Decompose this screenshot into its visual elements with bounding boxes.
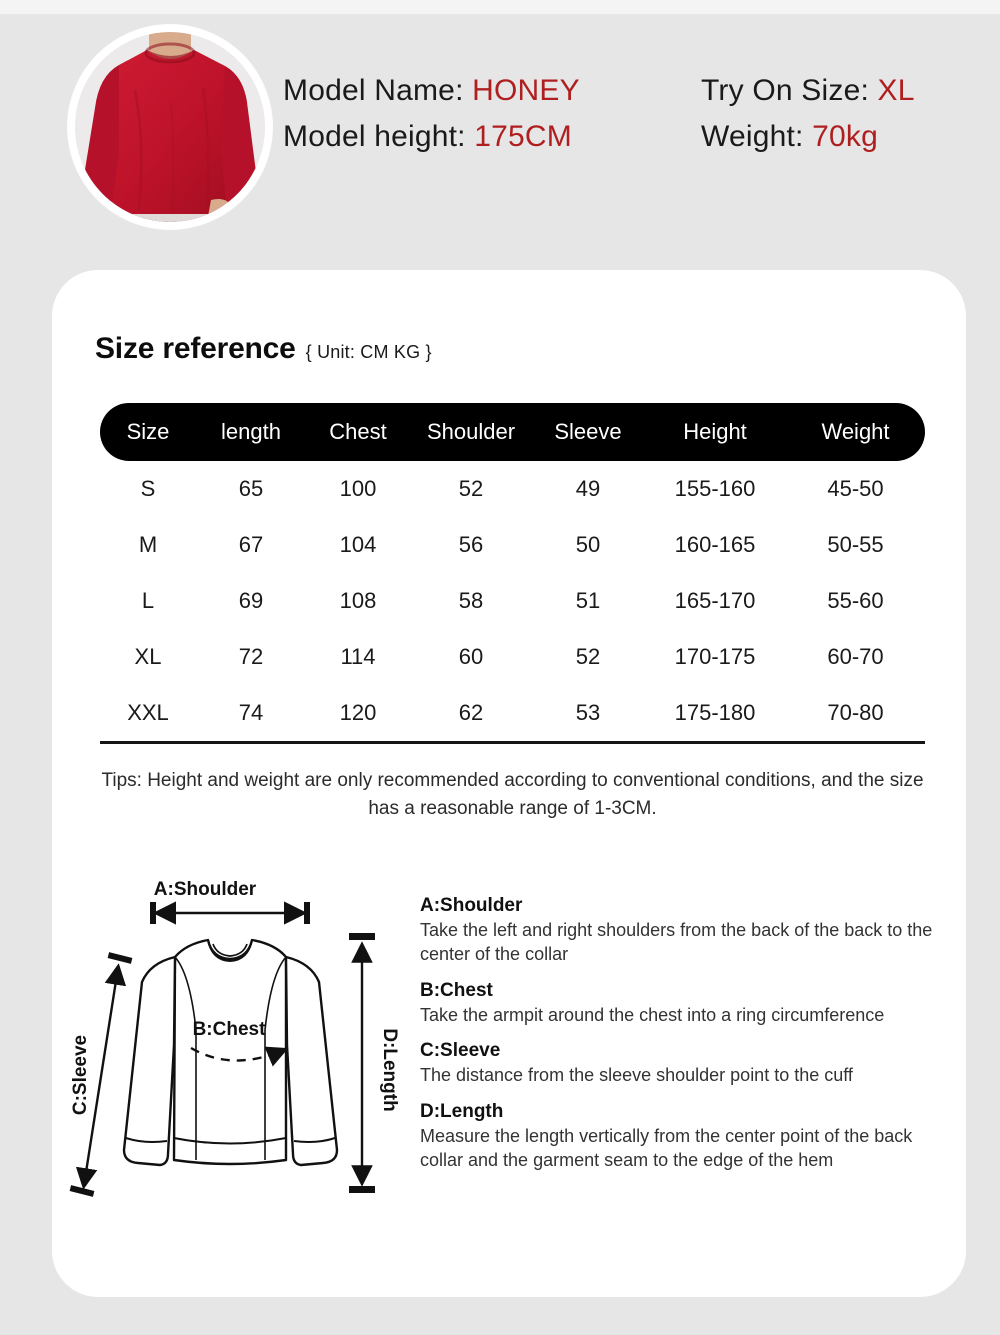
cell-shoulder: 62 xyxy=(458,700,484,725)
measurement-item-length xyxy=(420,1101,960,1173)
measurement-title-sleeve: C:Sleeve xyxy=(420,1040,501,1062)
table-row xyxy=(100,685,925,741)
cell-length: 74 xyxy=(238,700,264,725)
model-name-value: HONEY xyxy=(472,74,580,107)
diagram-label-sleeve: C:Sleeve xyxy=(70,1034,91,1116)
cell-weight: 55-60 xyxy=(827,588,884,613)
try-on-size xyxy=(701,74,981,108)
table-body xyxy=(100,461,925,741)
cell-chest: 120 xyxy=(339,700,377,725)
cell-size: S xyxy=(140,476,156,501)
cell-size: M xyxy=(138,532,158,557)
table-row xyxy=(100,461,925,517)
try-on-size-value: XL xyxy=(877,74,915,107)
column-header-length: length xyxy=(221,419,281,444)
cell-shoulder: 56 xyxy=(458,532,484,557)
column-header-weight: Weight xyxy=(821,419,890,444)
measurement-body-shoulder: Take the left and right shoulders from the back of the back to the center of the collar xyxy=(420,920,933,964)
cell-height: 175-180 xyxy=(674,700,756,725)
cell-weight: 60-70 xyxy=(827,644,884,669)
table-row xyxy=(100,517,925,573)
model-weight-value: 70kg xyxy=(812,120,878,153)
column-header-size: Size xyxy=(126,419,170,444)
model-name xyxy=(283,74,701,108)
section-title-unit: { Unit: CM KG } xyxy=(305,342,432,362)
model-height-label: Model height: xyxy=(283,120,466,153)
cell-size: L xyxy=(141,588,155,613)
cell-size: XXL xyxy=(127,700,169,725)
cell-weight: 45-50 xyxy=(827,476,884,501)
cell-weight: 50-55 xyxy=(827,532,884,557)
model-weight-label: Weight: xyxy=(701,120,804,153)
cell-height: 170-175 xyxy=(674,644,756,669)
cell-sleeve: 50 xyxy=(575,532,601,557)
model-photo-image xyxy=(75,32,265,222)
cell-height: 165-170 xyxy=(674,588,756,613)
cell-length: 72 xyxy=(238,644,264,669)
table-row xyxy=(100,573,925,629)
diagram-label-chest: B:Chest xyxy=(192,1019,266,1040)
cell-chest: 100 xyxy=(339,476,377,501)
cell-chest: 114 xyxy=(340,644,376,669)
measurement-item-shoulder xyxy=(420,895,960,967)
diagram-label-length: D:Length xyxy=(379,1028,400,1112)
section-title xyxy=(95,332,432,366)
size-reference-card xyxy=(52,270,966,1297)
column-header-shoulder: Shoulder xyxy=(426,419,516,444)
model-name-label: Model Name: xyxy=(283,74,464,107)
cell-sleeve: 51 xyxy=(575,588,601,613)
cell-sleeve: 53 xyxy=(575,700,601,725)
model-info-block xyxy=(283,74,983,166)
size-table-element xyxy=(100,403,925,741)
try-on-size-label: Try On Size: xyxy=(701,74,869,107)
column-header-height: Height xyxy=(683,419,747,444)
table-head xyxy=(100,403,925,461)
model-info-row-2 xyxy=(283,120,983,154)
cell-shoulder: 58 xyxy=(458,588,484,613)
cell-size: XL xyxy=(134,644,162,669)
measurement-title-shoulder: A:Shoulder xyxy=(420,895,523,916)
cell-shoulder: 52 xyxy=(458,476,484,501)
measurement-title-chest: B:Chest xyxy=(420,979,493,1001)
table-header-row xyxy=(100,403,925,461)
measurement-guide xyxy=(52,870,966,1250)
measurement-descriptions xyxy=(420,895,960,1186)
measurement-body-chest: Take the armpit around the chest into a ring circumference xyxy=(420,1004,885,1025)
model-height xyxy=(283,120,701,154)
cell-height: 155-160 xyxy=(674,476,756,501)
table-row xyxy=(100,629,925,685)
header-banner xyxy=(0,14,1000,270)
model-photo xyxy=(68,25,272,229)
measurement-title-length: D:Length xyxy=(420,1101,504,1122)
size-tips-text: Tips: Height and weight are only recommended according to conventional conditions, and the size has a reasonable range of 1-3CM. xyxy=(101,770,924,819)
size-table xyxy=(100,403,925,741)
cell-height: 160-165 xyxy=(674,532,756,557)
table-bottom-rule xyxy=(100,741,925,744)
garment-diagram-svg xyxy=(62,870,432,1240)
cell-chest: 104 xyxy=(339,532,377,557)
top-strip xyxy=(0,0,1000,14)
cell-weight: 70-80 xyxy=(827,700,884,725)
cell-sleeve: 49 xyxy=(575,476,601,501)
cell-length: 67 xyxy=(238,532,264,557)
measurement-item-sleeve xyxy=(420,1040,960,1088)
cell-length: 69 xyxy=(238,588,264,613)
measurement-item-chest xyxy=(420,980,960,1028)
column-header-sleeve: Sleeve xyxy=(554,419,622,444)
cell-length: 65 xyxy=(238,476,264,501)
model-weight xyxy=(701,120,981,154)
section-title-text: Size reference xyxy=(95,332,296,365)
model-height-value: 175CM xyxy=(474,120,572,153)
cell-chest: 108 xyxy=(339,588,377,613)
garment-diagram xyxy=(62,870,432,1240)
column-header-chest: Chest xyxy=(329,419,387,444)
diagram-label-shoulder: A:Shoulder xyxy=(153,879,257,900)
model-info-row-1 xyxy=(283,74,983,108)
measurement-body-length: Measure the length vertically from the center point of the back collar and the garment seam to the edge of the hem xyxy=(420,1126,913,1170)
cell-sleeve: 52 xyxy=(575,644,601,669)
measurement-body-sleeve: The distance from the sleeve shoulder point to the cuff xyxy=(420,1065,853,1086)
cell-shoulder: 60 xyxy=(458,644,484,669)
